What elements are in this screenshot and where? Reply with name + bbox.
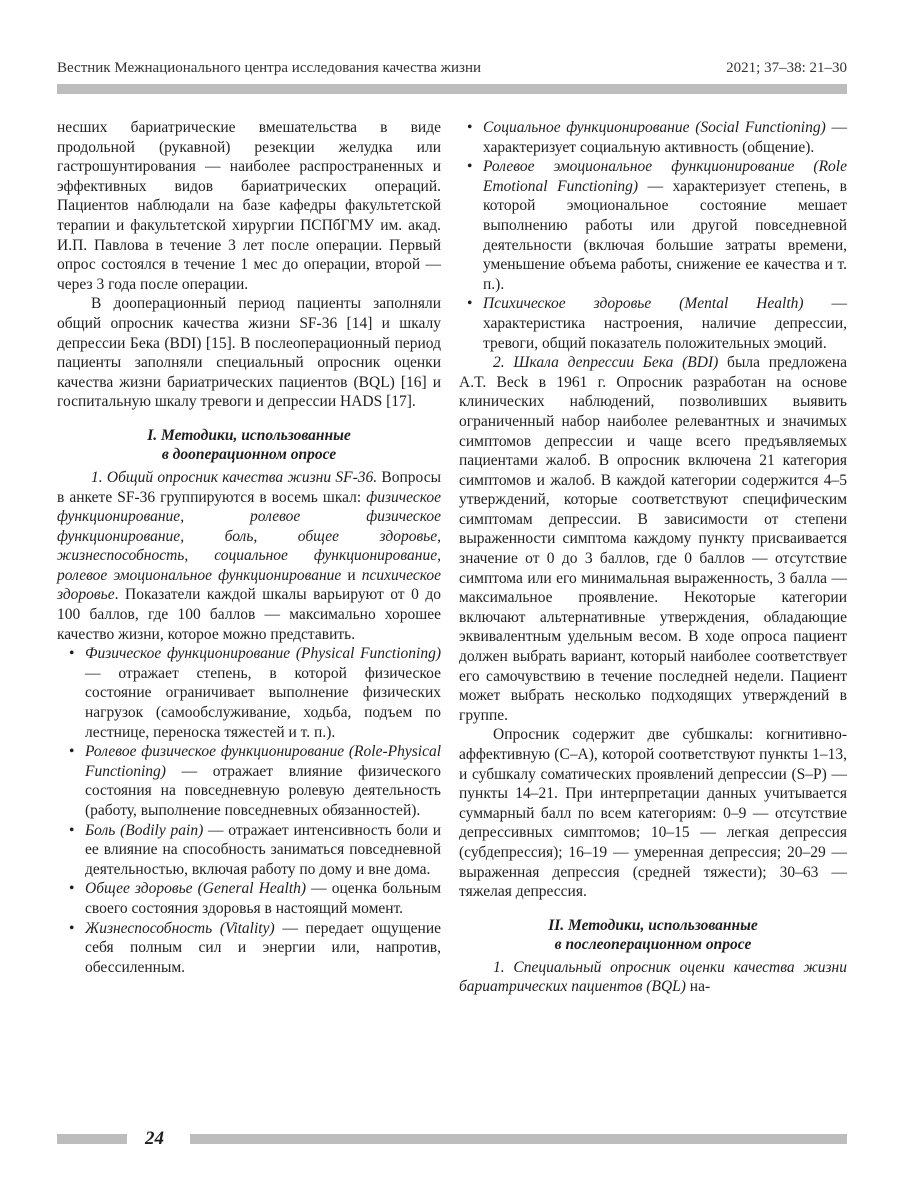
page-number: 24 [145,1128,164,1149]
scale-description: — передает ощущение себя полным сил и энергии или, напротив, обессиленным. [85,919,441,976]
running-header [57,60,847,82]
sf36-heading: 1. Общий опросник качества жизни SF-36. [91,468,378,486]
paragraph-patients: несших бариатрические вмешательства в виде продольной (рукавной) резекции желудка или гастрошунтирования — наиболее распространенных и эффективных видов бариатрических операций. Пациентов наблюдали на базе кафедры факультетской терапии и факультетской хирургии ПСПбГМУ им. акад. И.П. Павлова в течение 3 лет после операции. Первый опрос состоялся в течение 1 мес до операции, второй — через 3 года после операции. [57,119,441,293]
list-item [459,157,847,294]
scale-term: Физическое функционирование (Physical Functioning) [85,645,441,663]
scale-term: Общее здоровье (General Health) [85,880,307,898]
section-title-postoperative [459,916,847,954]
sf36-mental: психическое здоровье [57,566,441,604]
list-item [57,821,441,880]
section-title-line-1: I. Методики, использованные [147,426,351,444]
scale-term: Ролевое физическое функционирование (Role-Physical Functioning) [85,743,441,780]
list-item [459,118,847,157]
scale-term: Психическое здоровье (Mental Health) [483,295,804,313]
paragraph-subscales: Опросник содержит две субшкалы: когнитивно-аффективную (C–A), которой соответствуют пункты 1–13, и субшкалу соматических проявлений депрессии (S–P) — пункты 14–21. При интерпретации данных учитывается суммарный балл по всем категориям: 0–9 — отсутствие депрессивных симптомов; 10–15 — легкая депрессия (субдепрессия); 16–19 — умеренная депрессия; 20–29 — выраженная депрессия (средней тяжести); 30–63 — тяжелая депрессия. [459,726,847,901]
footer-rule-left [57,1134,127,1144]
scale-description: — характеризует степень, в которой эмоциональное состояние мешает выполнению работы или другой повседневной деятельности (включая большие затраты времени, уменьшение объема работы, снижение ее качества и т. п.). [483,177,847,293]
section-title-line-2: в послеоперационном опросе [554,935,752,953]
footer-rule-right [190,1134,847,1144]
sf36-and: и [341,566,362,584]
sf36-intro: Вопросы в анкете SF-36 группируются в восемь шкал: [57,468,441,506]
scale-description: — характеризует социальную активность (общение). [483,119,848,156]
section-title-line-2: в дооперационном опросе [161,445,337,463]
scale-term: Ролевое эмоциональное функционирование (Role Emotional Functioning) [483,158,847,195]
scale-description: — отражает влияние физического состояния на повседневную ролевую деятельность (работу, выполнение повседневных обязанностей). [85,762,441,819]
issue-citation: 2021; 37–38: 21–30 [726,60,847,76]
sf36-tail: . Показатели каждой шкалы варьируют от 0 до 100 баллов, где 100 баллов — максимально хорошее качество жизни, которое можно представить. [57,586,441,643]
sf36-scales: физическое функционирование, ролевое физическое функционирование, боль, общее здоровье, жизнеспособность, социальное функционирование, ролевое эмоциональное функционирование [57,488,441,584]
bql-heading: 1. Специальный опросник оценки качества жизни бариатрических пациентов (BQL) [459,958,847,996]
paragraph-bdi [459,353,847,725]
scale-description: — характеристика настроения, наличие депрессии, тревоги, общий показатель положительных эмоций. [483,295,848,352]
bdi-description: была предложена A.T. Beck в 1961 г. Опросник разработан на основе клинических наблюдений, позволивших выявить ограниченный набор наиболее релевантных и значимых симптомов депрессии и чаще всего предъявляемых пациентами жалоб. В опросник включена 21 категория симптомов и жалоб. В каждой категории содержится 4–5 утверждений, которые соответствуют специфическим симптомам депрессии. В зависимости от степени выраженности симптома каждому пункту присваивается значение от 0 до 3 баллов, где 0 баллов — отсутствие симптома или его минимальная выраженность, 3 балла — максимальное проявление. Некоторые категории включают альтернативные утверждения, обладающие эквивалентным удельным весом. В ходе опроса пациент должен выбрать вариант, который наиболее соответствует его самочувствию в течение последней недели. Пациент может выбрать несколько подходящих утверждений в группе. [459,354,848,724]
list-item [57,644,441,742]
bdi-heading: 2. Шкала депрессии Бека (BDI) [493,354,719,372]
left-column [57,118,441,977]
scale-term: Боль (Bodily pain) [85,821,204,839]
scale-description: — отражает степень, в которой физическое состояние ограничивает выполнение физических нагрузок (самообслуживание, ходьба, подъем по лестнице, переноска тяжестей и т. п.). [85,664,441,741]
section-title-line-1: II. Методики, использованные [548,916,758,934]
section-title-preoperative [57,426,441,464]
list-item [57,879,441,918]
scale-description: — отражает интенсивность боли и ее влияние на способность заниматься повседневной деятельностью, включая работу по дому и вне дома. [85,821,441,878]
journal-title: Вестник Межнационального центра исследования качества жизни [57,60,482,76]
scale-description: — оценка больным своего состояния здоровья в настоящий момент. [85,880,441,917]
paragraph-sf36 [57,468,441,644]
header-rule [57,84,847,94]
sf36-scale-list-right [459,118,847,353]
scale-term: Жизнеспособность (Vitality) [85,919,275,937]
paragraph-questionnaires: В дооперационный период пациенты заполняли общий опросник качества жизни SF-36 [14] и шкалу депрессии Бека (BDI) [15]. В послеоперационный период пациенты заполняли специальный опросник оценки качества жизни бариатрических пациентов (BQL) [16] и госпитальную шкалу тревоги и депрессии HADS [17]. [57,295,441,411]
paragraph-bql [459,958,847,997]
list-item [57,742,441,820]
sf36-scale-list-left [57,644,441,977]
right-column [459,118,847,997]
scale-term: Социальное функционирование (Social Functioning) [483,119,826,136]
bql-text: на- [685,978,711,996]
list-item [459,294,847,353]
list-item [57,919,441,978]
